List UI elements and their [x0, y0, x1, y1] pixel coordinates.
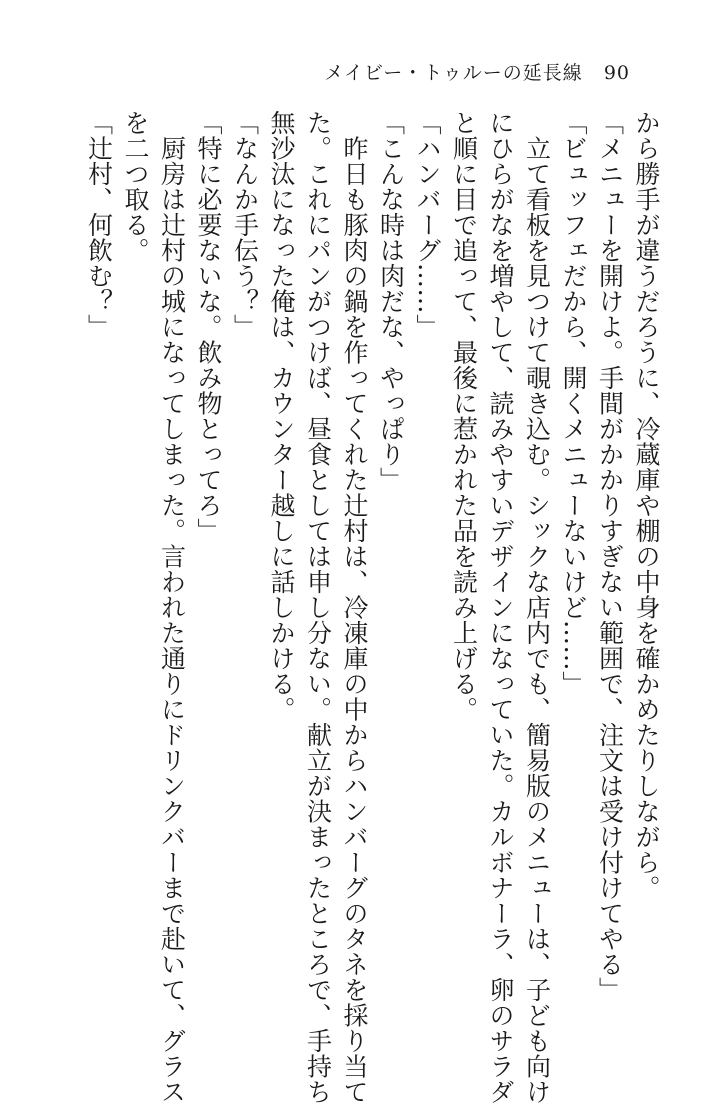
text-line: 昨日も豚肉の鍋を作ってくれた辻村は、冷凍庫の中からハンバーグのタネを採り当て [340, 110, 369, 1105]
text-line: と順に目で追って、最後に惹かれた品を読み上げる。 [449, 110, 479, 722]
text-line: 厨房は辻村の城になってしまった。言われた通りにドリンクバーまで赴いて、グラス [157, 110, 187, 1105]
text-line: 「なんか手伝う？」 [230, 110, 260, 340]
text-line: 無沙汰になった俺は、カウンター越しに話しかける。 [267, 110, 296, 722]
text-line: 「辻村、何飲む？」 [84, 110, 114, 340]
text-line: 「メニューを開けよ。手間がかかりすぎない範囲で、注文は受け付けてやる」 [595, 110, 625, 1003]
page-number: 90 [603, 62, 630, 84]
text-line: 「こんな時は肉だな、やっぱり」 [376, 110, 406, 493]
text-line: から勝手が違うだろうに、冷蔵庫や棚の中身を確かめたりしながら。 [632, 110, 661, 901]
text-line: 「ハンバーグ……」 [413, 110, 442, 340]
text-line: 「特に必要ないな。飲み物とってろ」 [194, 110, 223, 544]
running-header [324, 58, 630, 85]
text-line: 立て看板を見つけて覗き込む。シックな店内でも、簡易版のメニューは、子ども向け [522, 110, 552, 1105]
text-line: た。これにパンがつけば、昼食としては申し分ない。献立が決まったところで、手持ち [303, 110, 333, 1105]
text-line: を二つ取る。 [121, 110, 150, 263]
text-line: にひらがなを増やして、読みやすいデザインになっていた。カルボナーラ、卵のサラダ [486, 110, 515, 1105]
text-line: 「ビュッフェだから、開くメニューないけど……」 [559, 110, 588, 697]
body-text [84, 110, 664, 1105]
book-title: メイビー・トゥルーの延長線 [324, 62, 583, 84]
